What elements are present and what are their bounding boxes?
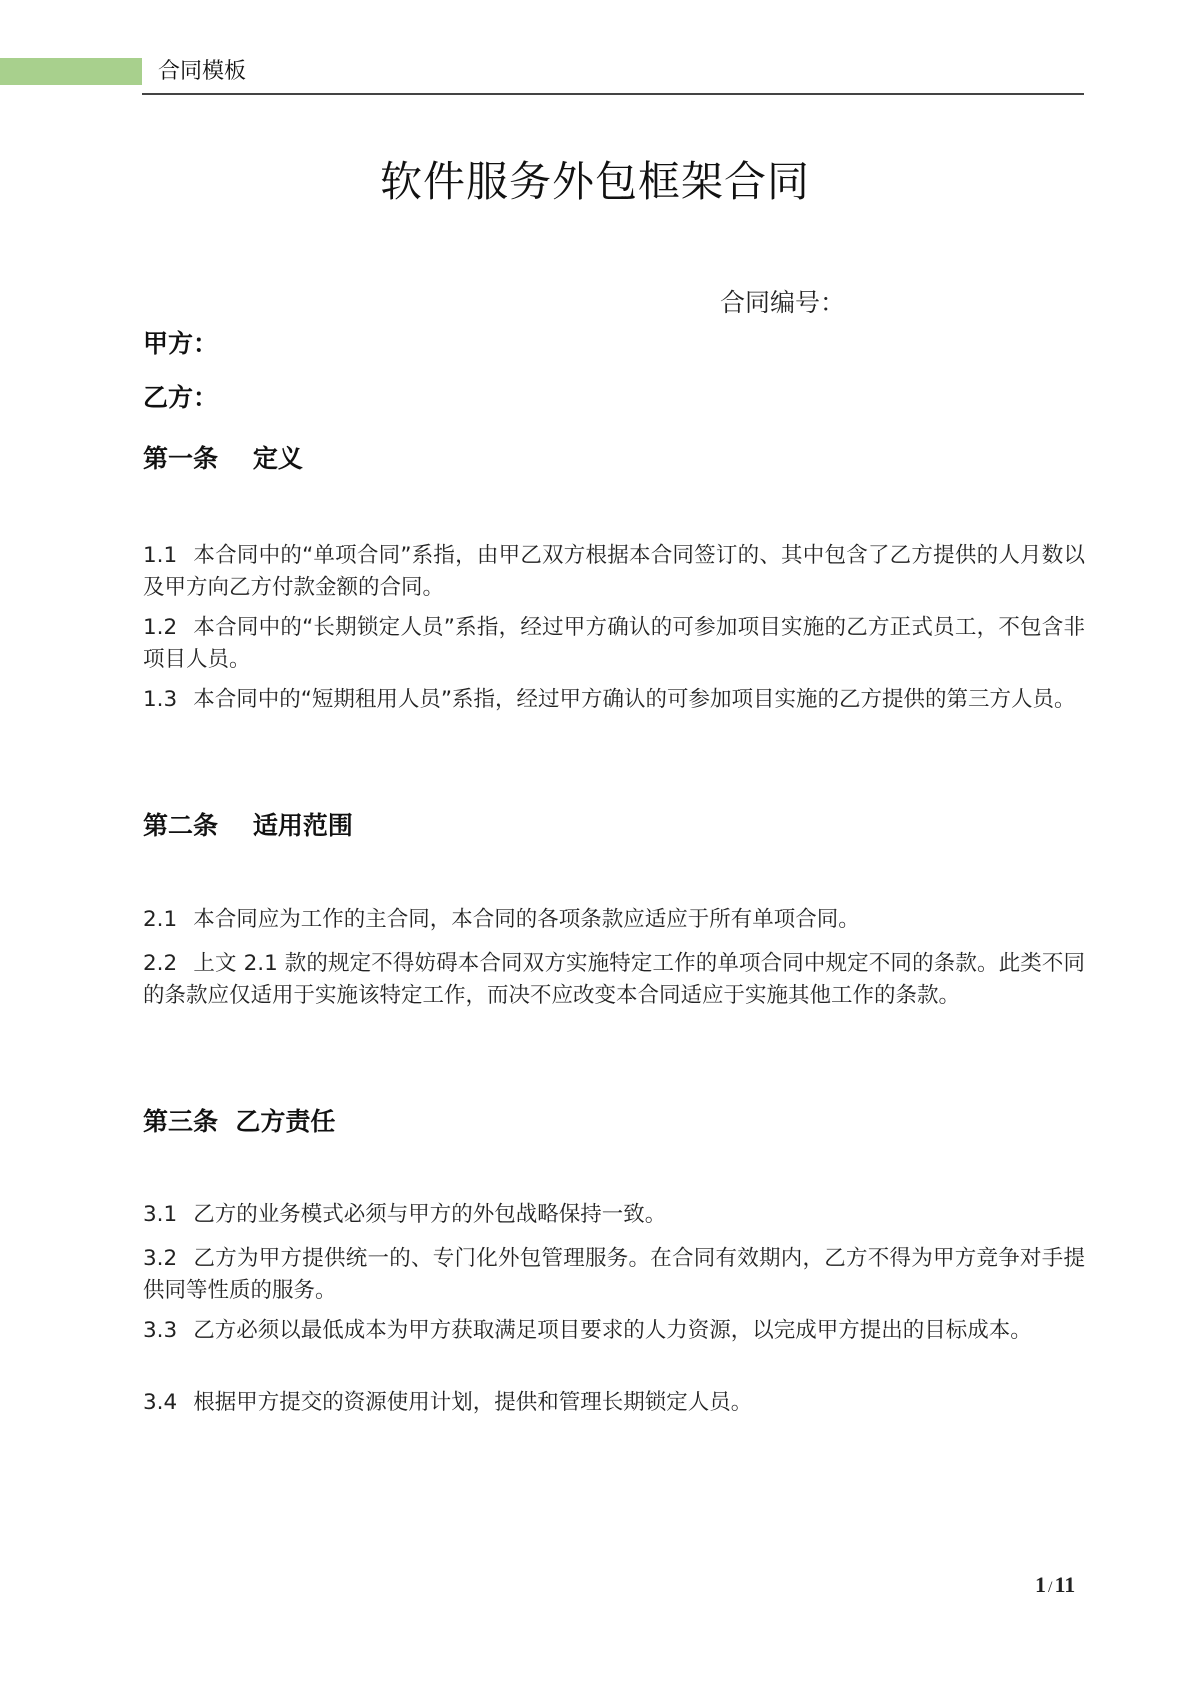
page-separator: /	[1048, 1579, 1053, 1596]
clause-number: 1.2	[143, 615, 178, 640]
header-accent-bar	[0, 58, 142, 85]
clause-text: 本合同中的“长期锁定人员”系指，经过甲方确认的可参加项目实施的乙方正式员工，不包含非项目人员。	[143, 615, 1085, 672]
clause-number: 3.4	[143, 1390, 178, 1415]
article-heading: 第一条 定义	[143, 444, 303, 473]
clause	[143, 1315, 1085, 1347]
clause-number: 3.2	[143, 1246, 178, 1271]
clause-number: 3.1	[143, 1202, 178, 1227]
clause	[143, 1243, 1085, 1307]
article-heading: 第二条 适用范围	[143, 811, 353, 840]
party-a-label: 甲方：	[143, 329, 219, 358]
clause	[143, 540, 1085, 604]
party-b-label: 乙方：	[143, 383, 219, 412]
clause	[143, 612, 1085, 676]
clause-number: 2.2	[143, 951, 178, 976]
clause-number: 3.3	[143, 1318, 178, 1343]
header-divider	[142, 93, 1084, 95]
clause-text: 本合同中的“单项合同”系指，由甲乙双方根据本合同签订的、其中包含了乙方提供的人月数以及甲方向乙方付款金额的合同。	[143, 543, 1085, 600]
clause-number: 1.1	[143, 543, 178, 568]
clause-number: 1.3	[143, 687, 178, 712]
current-page: 1	[1035, 1572, 1046, 1597]
clause-text: 上文 2.1 款的规定不得妨碍本合同双方实施特定工作的单项合同中规定不同的条款。此类不同的条款应仅适用于实施该特定工作，而决不应改变本合同适应于实施其他工作的条款。	[143, 951, 1085, 1008]
clause-text: 乙方的业务模式必须与甲方的外包战略保持一致。	[193, 1202, 667, 1227]
clause-number: 2.1	[143, 907, 178, 932]
clause	[143, 684, 1085, 716]
clause	[143, 948, 1085, 1012]
clause-text: 根据甲方提交的资源使用计划，提供和管理长期锁定人员。	[193, 1390, 753, 1415]
clause-text: 乙方必须以最低成本为甲方获取满足项目要求的人力资源，以完成甲方提出的目标成本。	[193, 1318, 1032, 1343]
document-title: 软件服务外包框架合同	[379, 157, 810, 206]
page-number	[1035, 1572, 1075, 1598]
header-label: 合同模板	[158, 59, 247, 84]
clause	[143, 1199, 1085, 1231]
clause	[143, 904, 1085, 936]
clause-text: 乙方为甲方提供统一的、专门化外包管理服务。在合同有效期内，乙方不得为甲方竞争对手提供同等性质的服务。	[143, 1246, 1085, 1303]
total-pages: 11	[1054, 1572, 1076, 1597]
clause-text: 本合同应为工作的主合同，本合同的各项条款应适应于所有单项合同。	[193, 907, 860, 932]
article-heading: 第三条 乙方责任	[143, 1107, 336, 1136]
contract-number-label: 合同编号：	[720, 288, 846, 317]
clause-text: 本合同中的“短期租用人员”系指，经过甲方确认的可参加项目实施的乙方提供的第三方人员。	[193, 687, 1076, 712]
clause	[143, 1387, 1085, 1419]
